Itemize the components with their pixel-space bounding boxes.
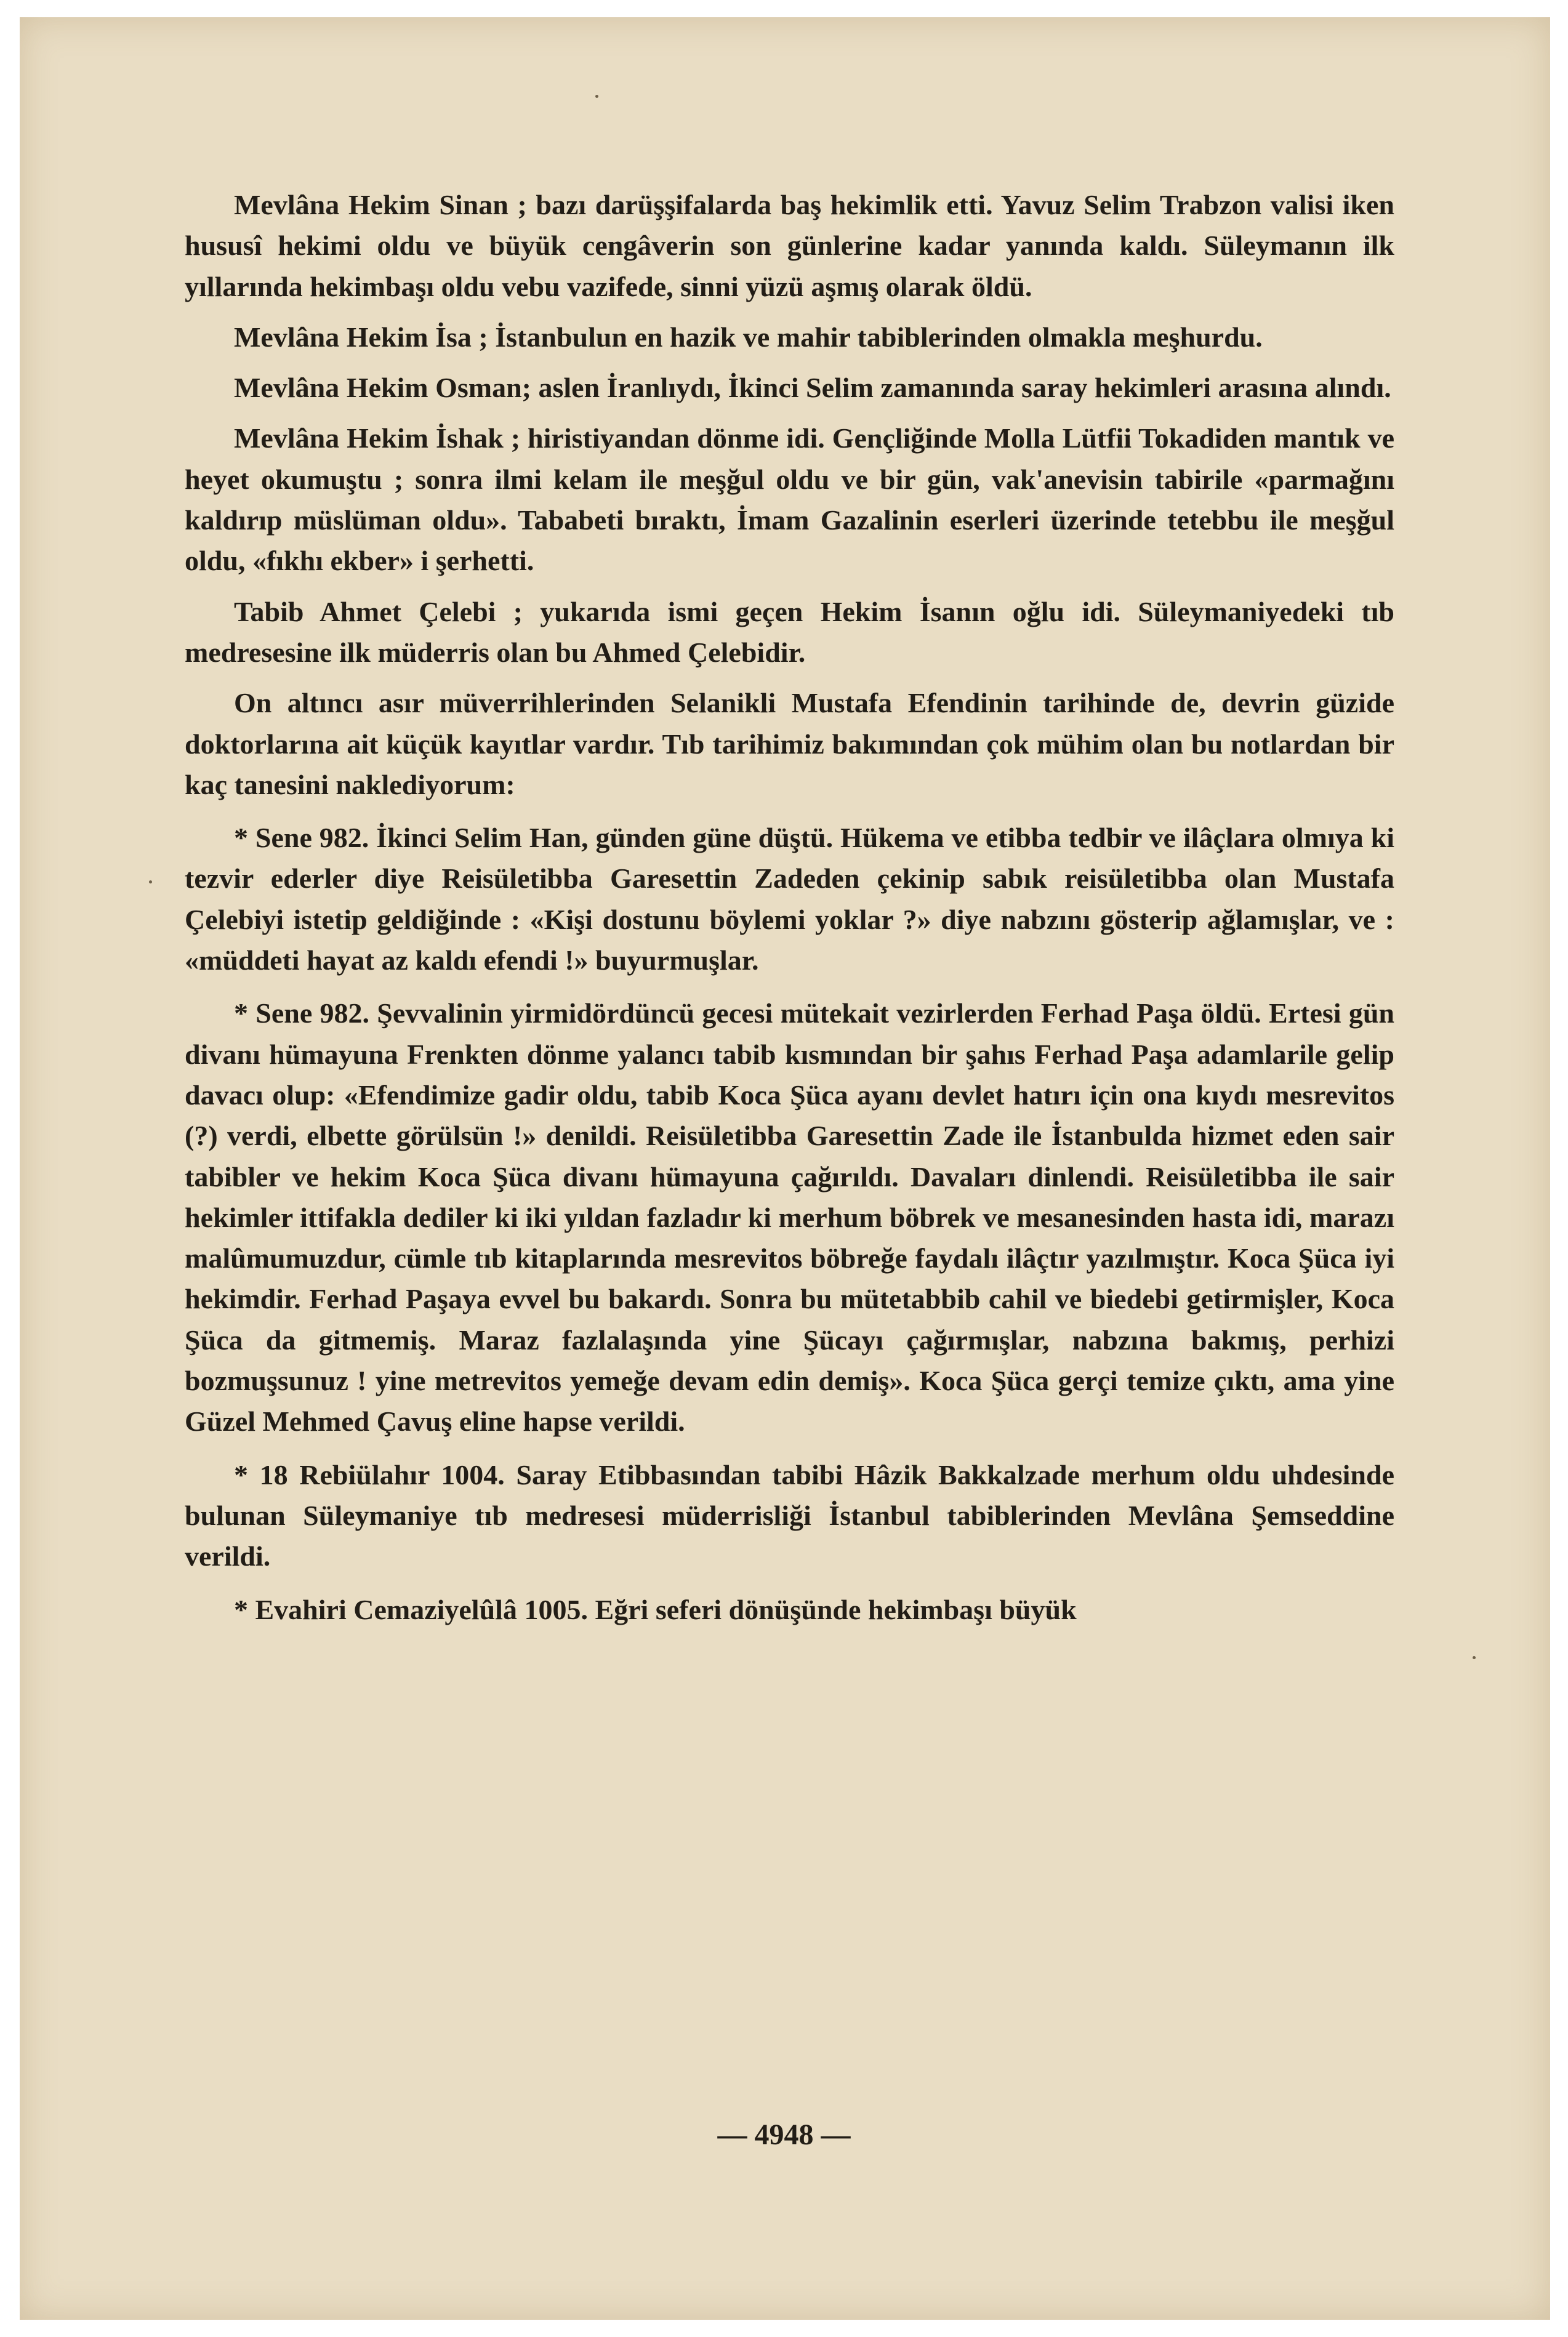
paragraph-selanikli: On altıncı asır müverrihlerinden Selanikli Mustafa Efendinin tarihinde de, devrin güzide doktorlarına ait küçük kayıtlar vardır. Tıb tarihimiz bakımından çok mühim olan bu notlardan bir kaç tanesini naklediyorum:	[185, 687, 1394, 800]
note-rebiulahir-1004: * 18 Rebiülahır 1004. Saray Etibbasından tabibi Hâzik Bakkalzade merhum oldu uhdesinde bulunan Süleymaniye tıb medresesi müderrisliği İstanbul tabiblerinden Mevlâna Şemseddine verildi.	[185, 1458, 1394, 1572]
body-text	[185, 185, 1394, 1640]
paragraph-hekim-sinan: Mevlâna Hekim Sinan ; bazı darüşşifalarda baş hekimlik etti. Yavuz Selim Trabzon valisi iken hususî hekimi oldu ve büyük cengâverin son günlerine kadar yanında kaldı. Süleymanın ilk yıllarında hekimbaşı oldu vebu vazifede, sinni yüzü aşmış olarak öldü.	[185, 189, 1394, 302]
paragraph-hekim-osman: Mevlâna Hekim Osman; aslen İranlıydı, İkinci Selim zamanında saray hekimleri arasına alındı.	[234, 372, 1391, 404]
paper-speck	[149, 880, 152, 883]
note-sene-982-second: * Sene 982. Şevvalinin yirmidördüncü gecesi mütekait vezirlerden Ferhad Paşa öldü. Ertesi gün divanı hümayuna Frenkten dönme yalancı tabib kısmından bir şahıs Ferhad Paşa adamlarile gelip davacı olup: «Efendimize gadir oldu, tabib Koca Şüca ayanı devlet hatırı için ona kıydı mesrevitos (?) verdi, elbette görülsün !» denildi. Reisületibba Garesettin Zade ile İstanbulda hizmet eden sair tabibler ve hekim Koca Şüca divanı hümayuna çağırıldı. Davaları dinlendi. Reisületibba ile sair hekimler ittifakla dediler ki iki yıldan fazladır ki merhum böbrek ve mesanesinden hasta idi, marazı malûmumuzdur, cümle tıb kitaplarında mesrevitos böbreğe faydalı ilâçtır yazılmıştır. Koca Şüca iyi hekimdir. Ferhad Paşaya evvel bu bakardı. Sonra bu mütetabbib cahil ve biedebi getirmişler, Koca Şüca da gitmemiş. Maraz fazlalaşında yine Şücayı çağırmışlar, nabzına bakmış, perhizi bozmuşsunuz ! yine metrevitos yemeğe devam edin demiş». Koca Şüca gerçi temize çıktı, ama yine Güzel Mehmed Çavuş eline hapse verildi.	[185, 997, 1394, 1438]
note-sene-982-first: * Sene 982. İkinci Selim Han, günden güne düştü. Hükema ve etibba tedbir ve ilâçlara olmıya ki tezvir ederler diye Reisületibba Garesettin Zadeden çekinip sabık reisületibba olan Mustafa Çelebiyi istetip geldiğinde : «Kişi dostunu böylemi yoklar ?» diye nabzını gösterip ağlamışlar, ve : «müddeti hayat az kaldı efendi !» buyurmuşlar.	[185, 822, 1394, 976]
paper-speck	[1473, 1656, 1476, 1659]
paragraph-hekim-ishak: Mevlâna Hekim İshak ; hiristiyandan dönme idi. Gençliğinde Molla Lütfii Tokadiden mantık ve heyet okumuştu ; sonra ilmi kelam ile meşğul oldu ve bir gün, vak'anevisin tabirile «parmağını kaldırıp müslüman oldu». Tababeti bıraktı, İmam Gazalinin eserleri üzerinde tetebbu ile meşğul oldu, «fıkhı ekber» i şerhetti.	[185, 422, 1394, 577]
paper-speck	[595, 95, 598, 98]
page-number: — 4948 —	[717, 2118, 851, 2151]
paragraph-ahmet-celebi: Tabib Ahmet Çelebi ; yukarıda ismi geçen Hekim İsanın oğlu idi. Süleymaniyedeki tıb medresesine ilk müderris olan bu Ahmed Çelebidir.	[185, 595, 1394, 668]
paragraph-hekim-isa: Mevlâna Hekim İsa ; İstanbulun en hazik ve mahir tabiblerinden olmakla meşhurdu.	[234, 321, 1263, 353]
note-cemaziyelula-1005: * Evahiri Cemaziyelûlâ 1005. Eğri seferi dönüşünde hekimbaşı büyük	[234, 1593, 1077, 1625]
